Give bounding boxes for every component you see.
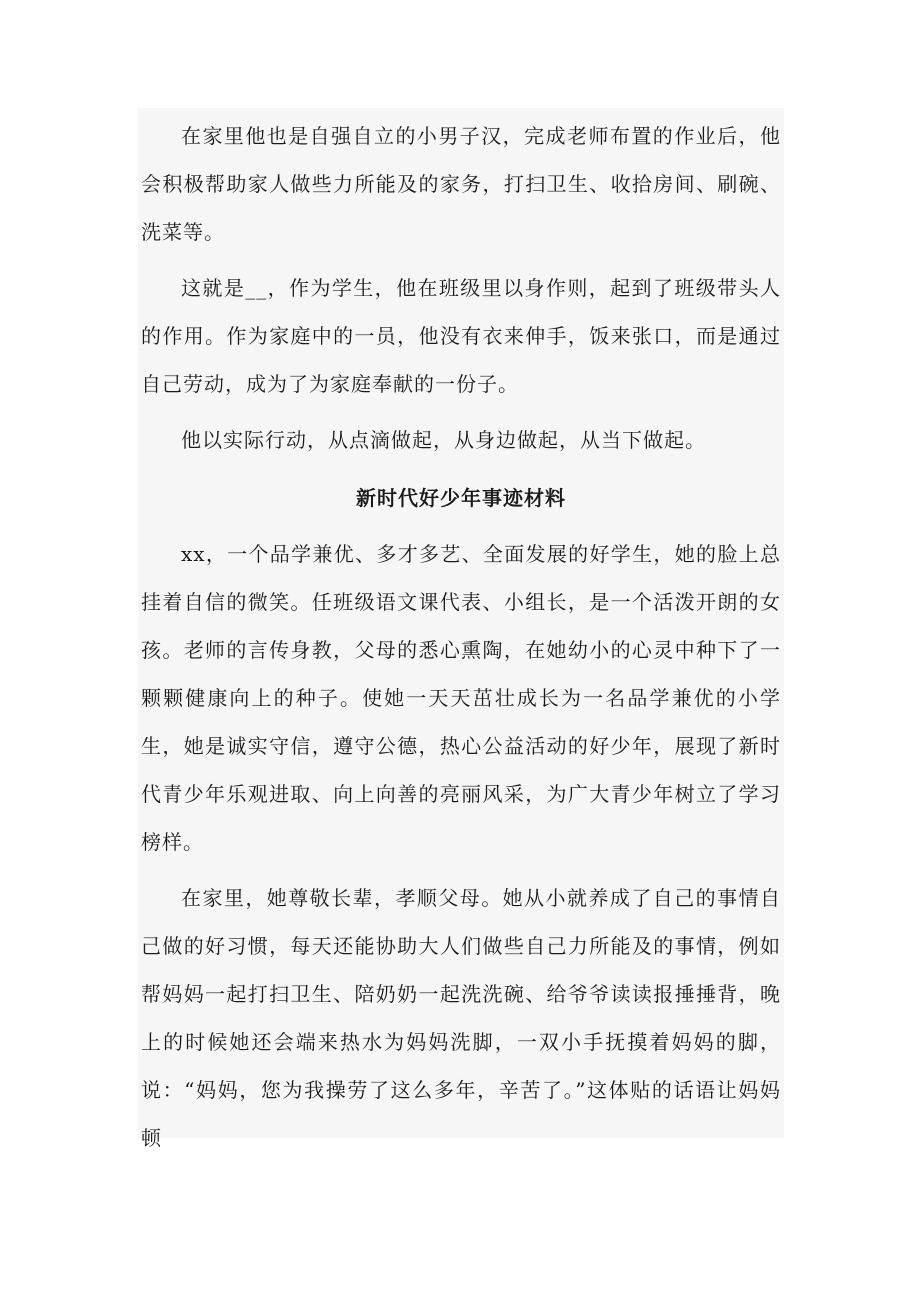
paragraph-1: 在家里他也是自强自立的小男子汉，完成老师布置的作业后，他会积极帮助家人做些力所能及的家务，打扫卫生、收拾房间、刷碗、洗菜等。: [141, 124, 781, 244]
document-content: [141, 112, 781, 1162]
paragraph-2: 这就是__，作为学生，他在班级里以身作则，起到了班级带头人的作用。作为家庭中的一员，他没有衣来伸手，饭来张口，而是通过自己劳动，成为了为家庭奉献的一份子。: [141, 276, 781, 396]
section-heading: 新时代好少年事迹材料: [356, 486, 566, 510]
paragraph-4: xx，一个品学兼优、多才多艺、全面发展的好学生，她的脸上总挂着自信的微笑。任班级语文课代表、小组长，是一个活泼开朗的女孩。老师的言传身教，父母的悉心熏陶，在她幼小的心灵中种下了一颗颗健康向上的种子。使她一天天茁壮成长为一名品学兼优的小学生，她是诚实守信，遵守公德，热心公益活动的好少年，展现了新时代青少年乐观进取、向上向善的亮丽风采，为广大青少年树立了学习榜样。: [141, 542, 781, 854]
paragraph-3: 他以实际行动，从点滴做起，从身边做起，从当下做起。: [181, 428, 706, 452]
paragraph-5: 在家里，她尊敬长辈，孝顺父母。她从小就养成了自己的事情自己做的好习惯，每天还能协助大人们做些自己力所能及的事情，例如帮妈妈一起打扫卫生、陪奶奶一起洗洗碗、给爷爷读读报捶捶背，晚上的时候她还会端来热水为妈妈洗脚，一双小手抚摸着妈妈的脚，说：“妈妈，您为我操劳了这么多年，辛苦了。”这体贴的话语让妈妈顿: [141, 886, 781, 1150]
